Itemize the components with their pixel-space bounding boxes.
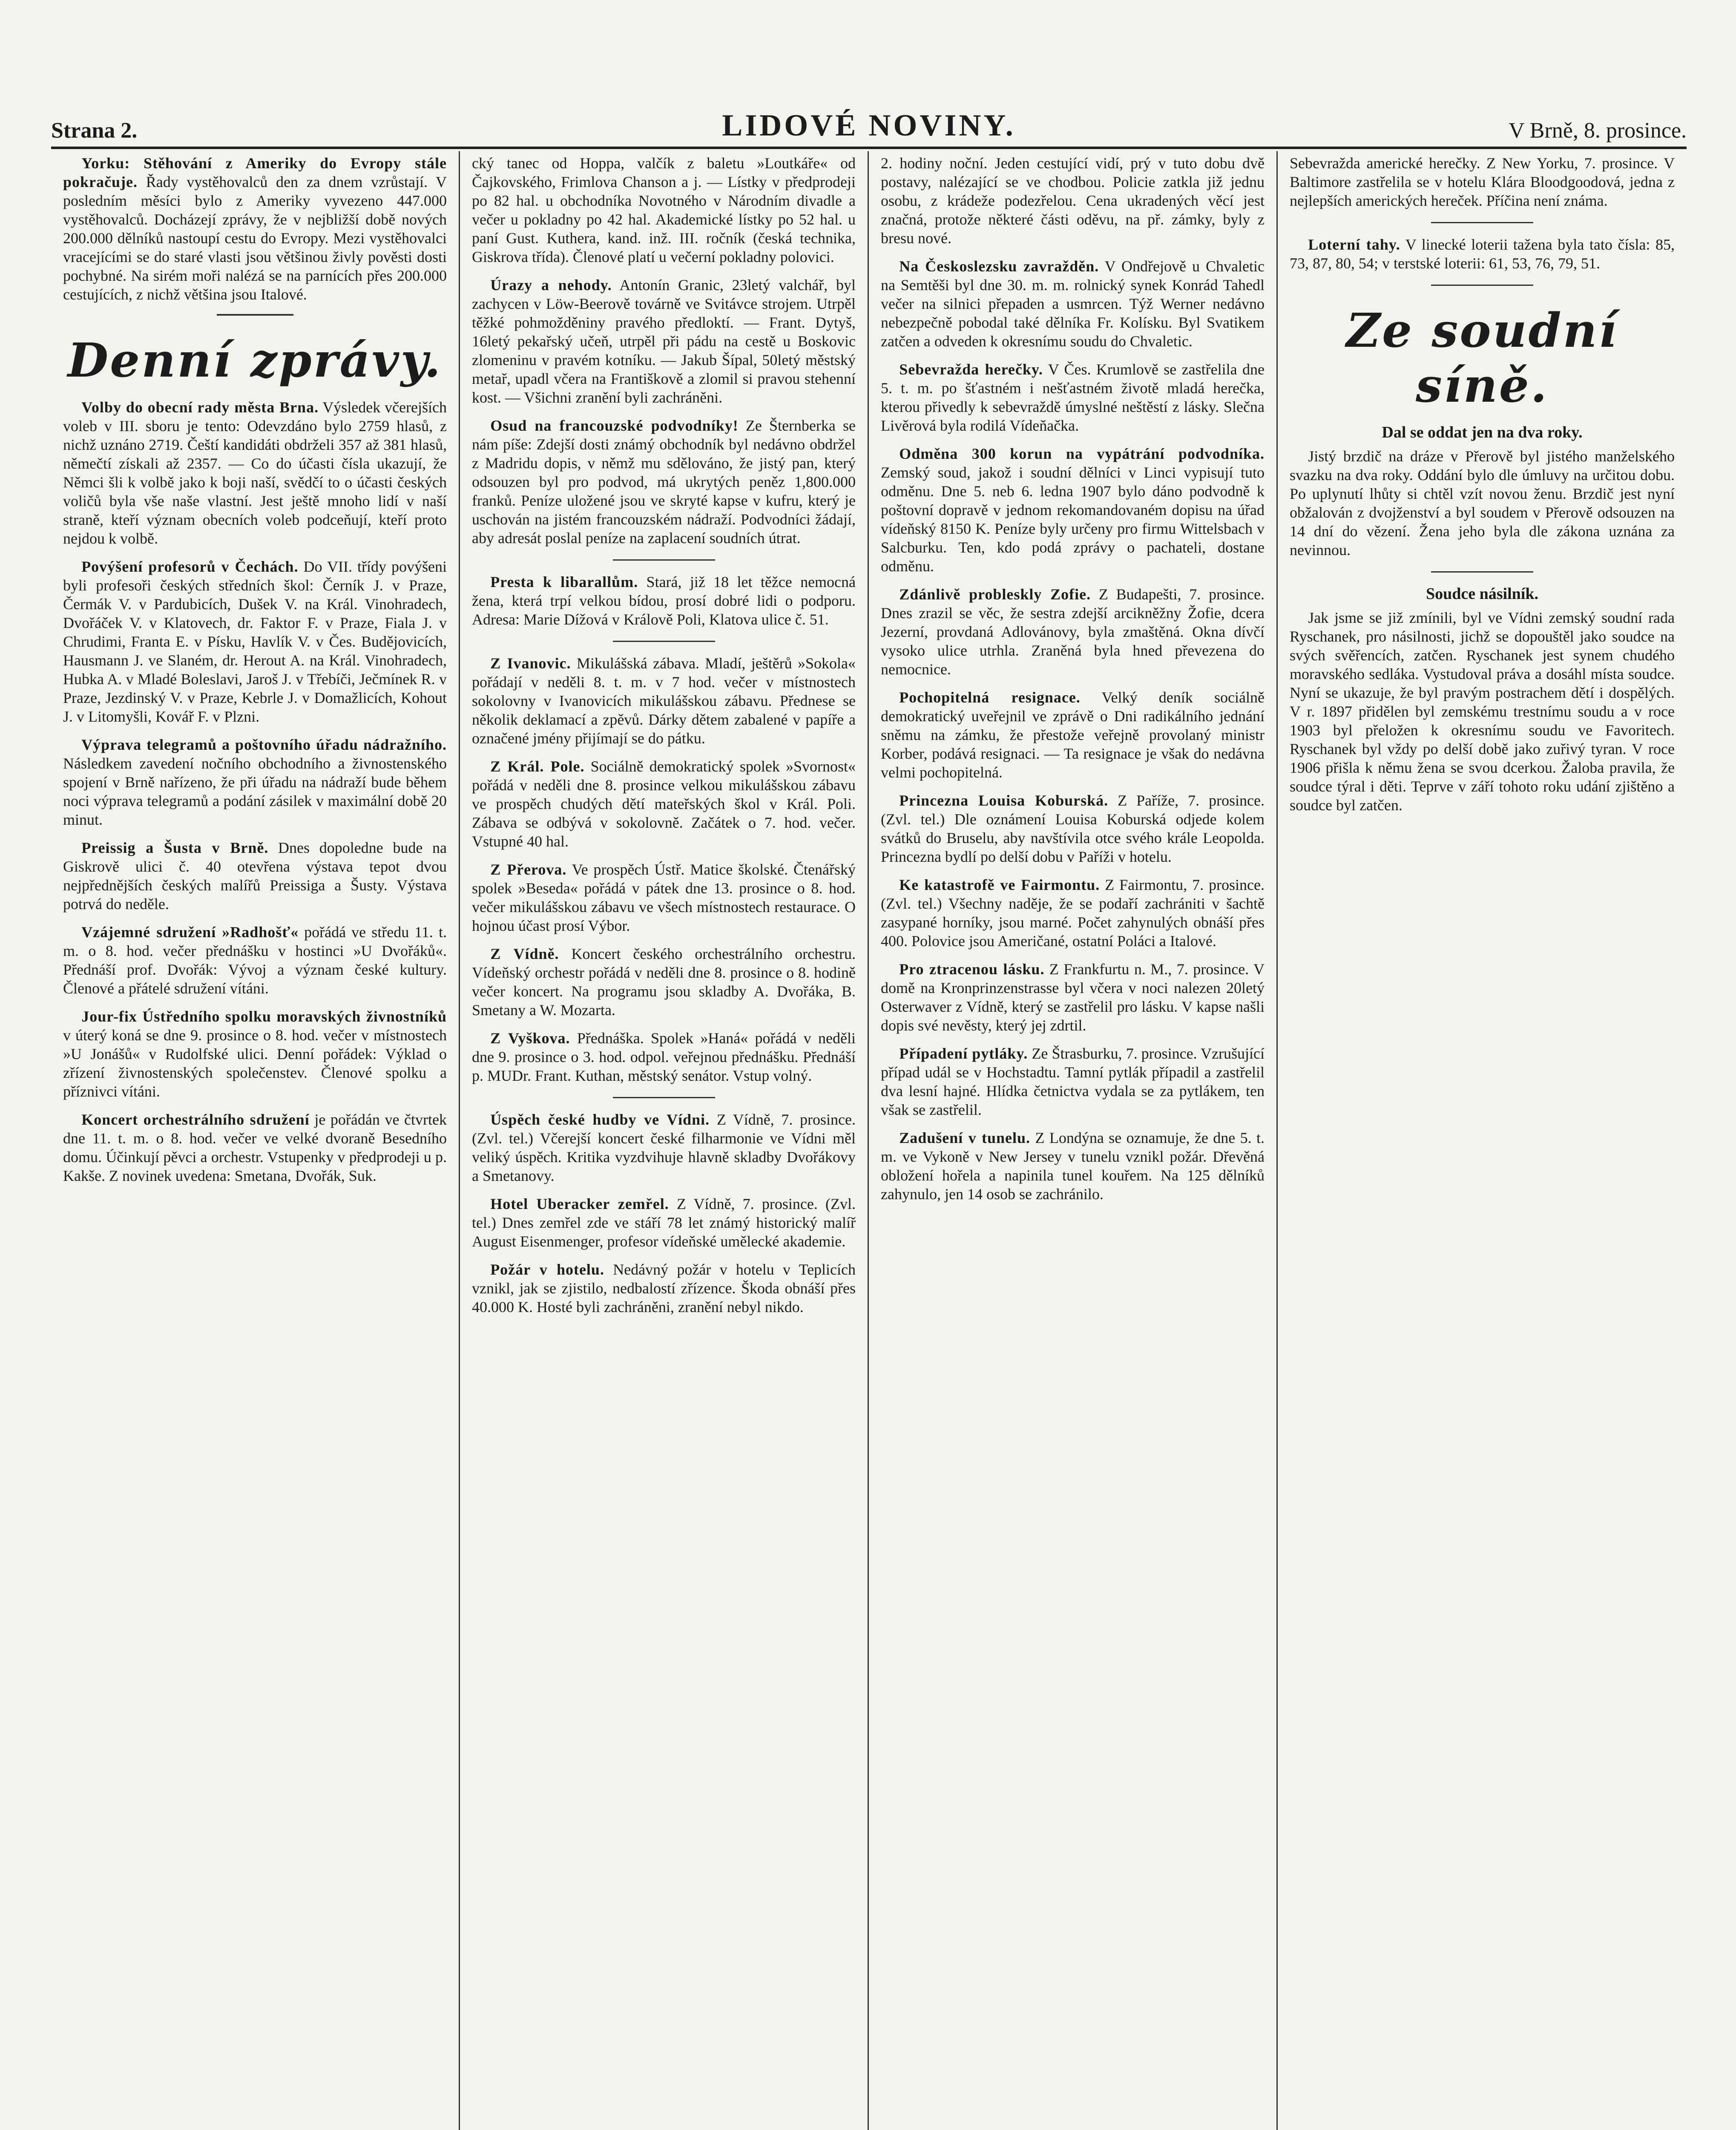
article-body: Řady vystěhovalců den za dnem vzrůstají. V posledním měsíci bylo z Ameriky vyvezeno 447.000 vystěhovalců. Docházejí zprávy, že v nejbližší době nových 200.000 dělníků nastoupí cestu do Evropy. Mezi vystěhovalci vracejícími se do staré vlasti jsou většinou živly pověsti dosti pochybné. Na sirém moři nalézá se na parnících přes 200.000 cestujících, z nichž většina jsou Italové. [63,173,447,303]
article-body: Mikulášská zábava. Mladí, ještěrů »Sokola« pořádají v neděli 8. t. m. v 7 hod. večer v místnostech sokolovny v Ivanovicích mikulášskou zábavu. Přednese se několik deklamací a zpěvů. Dárky dětem zabalené v papíře a označené jmény přijímají se do pátku. [472,655,856,747]
article-lead: Koncert orchestrálního sdružení [81,1111,310,1128]
article-lead: Preissig a Šusta v Brně. [81,839,269,856]
article-lead: Zadušení v tunelu. [899,1129,1031,1146]
article-headline: Soudce násilník. [1426,585,1538,603]
article-lead: Požár v hotelu. [490,1261,604,1278]
article [881,257,1265,351]
article [472,944,856,1019]
article-body: Ze Štrasburku, 7. prosince. Vzrušující případ udál se v Hochstadtu. Tamní pytlák případil a zastřelil dva lesní hajné. Hlídka četnictva vydala se za pytlákem, ten však se zastřelil. [881,1045,1265,1118]
divider [217,314,293,316]
article [63,1110,447,1185]
article-headline: Dal se oddat jen na dva roky. [1382,423,1583,441]
article-lead: Z Přerova. [490,861,567,878]
article [63,154,447,304]
article-body: Z Vídně, 7. prosince. (Zvl. tel.) Dnes zemřel zde ve stáří 78 let známý historický malíř August Eisenmenger, profesor vídeňské umělecké akademie. [472,1195,856,1250]
column-1 [51,151,460,2130]
article [472,154,856,266]
divider [1431,222,1533,223]
article [881,154,1265,248]
article-body: cký tanec od Hoppa, valčík z baletu »Loutkáře« od Čajkovského, Frimlova Chanson a j. — Lístky v předprodeji po 82 hal. u obchodníka Novotného v Národním divadle a večer u pokladny po 42 hal. Akademické lístky po 52 hal. u paní Gust. Kuthera, kand. inž. III. ročník (česká technika, Giskrova třída). Členové platí u večerní pokladny polovici. [472,155,856,265]
section-title: Ze soudní síně. [1346,303,1618,413]
article-lead: Volby do obecní rady města Brna. [81,399,319,416]
article-body: Nedávný požár v hotelu v Teplicích vznikl, jak se zjistilo, nedbalostí zřízence. Škoda obnáší přes 40.000 K. Hosté byli zachráněni, zranění nebyl nikdo. [472,1261,856,1315]
article [63,735,447,829]
article [472,654,856,748]
article-body: je pořádán ve čtvrtek dne 11. t. m. o 8. hod. večer ve velké dvoraně Besedního domu. Účinkují pěvci a orchestr. Vstupenky v předprodeji u p. Kakše. Z novinek uvedena: Smetana, Dvořák, Suk. [63,1111,447,1184]
article [881,960,1265,1035]
article-body: Z Frankfurtu n. M., 7. prosince. V domě na Kronprinzenstrasse byl včera v noci nalezen 20letý Osterwaver z Vídně, který se zastřelil pro lásku. V kapse našli dopis své nevěsty, který jej zdrtil. [881,961,1265,1034]
column-4 [1278,151,1687,2130]
article-body: 2. hodiny noční. Jeden cestující vidí, prý v tuto dobu dvě postavy, nalézající se ve chodbou. Policie zatkla již jednu osobu, z krádeže podezřelou. Cena ukradených věcí jest značná, protože některé části oděvu, na př. zámky, byly z bresu nové. [881,155,1265,247]
article-body: Z Londýna se oznamuje, že dne 5. t. m. ve Vykoně v New Jersey v tunelu vznikl požár. Dřevěná obložení hořela a napinila tunel kouřem. Na 125 dělníků zahynulo, jen 14 osob se zachránilo. [881,1129,1265,1203]
masthead-title: LIDOVÉ NOVINY. [722,108,1016,142]
article [472,1195,856,1251]
article-lead: Úrazy a nehody. [490,276,612,294]
article [63,557,447,726]
article [881,791,1265,866]
article [63,398,447,548]
article-lead: Případení pytláky. [899,1045,1028,1062]
article-lead: Zdánlivě probleskly Zofie. [899,586,1091,603]
divider [613,1097,715,1098]
article [472,416,856,547]
divider [1431,571,1533,573]
article-body: Sebevražda americké herečky. Z New Yorku, 7. prosince. V Baltimore zastřelila se v hotelu Klára Bloodgoodová, jedna z nejlepších amerických hereček. Příčina není známa. [1290,155,1675,209]
article-body: Výsledek včerejších voleb v III. sboru je tento: Odevzdáno bylo 2759 hlasů, z nichž uznáno 2719. Čeští kandidáti obdrželi 357 až 381 hlasů, němečtí získali až 2357. — Co do účasti čísla ukazují, že Němci šli k volbě jako k boji naší, svědčí to o účasti českých voličů byla vše naše vlastní. Jest ještě mnoho lidí v naší straně, kteří význam obecních voleb podceňují, kteří proto nejdou k volbě. [63,399,447,547]
issue-date: V Brně, 8. prosince. [1509,118,1687,143]
article-lead: Povýšení profesorů v Čechách. [81,558,299,575]
article-body: v úterý koná se dne 9. prosince o 8. hod. večer v místnostech »U Jonášů« v Rudolfské ulici. Denní pořádek: Výklad o zřízení živnostenských společenstev. Členové spolku a příznivci vítáni. [63,1027,447,1100]
article-body: Antonín Granic, 23letý valchář, byl zachycen v Löw-Beerově továrně ve Svitávce strojem. Utrpěl těžké pohmožděniny pravého předloktí. — Frant. Dytyš, 16letý pekařský učeň, utrpěl při pádu na cestě u Boskovic zlomeninu v pravém kotníku. — Jakub Šípal, 50letý městský metař, upadl včera na Františkově a zlomil si pravou stehenní kost. — Všichni zranění byli zachráněni. [472,276,856,406]
article [881,444,1265,576]
article-body: Zemský soud, jakož i soudní dělníci v Linci vypisují tuto odměnu. Dne 5. neb 6. ledna 1907 bylo dáno podvodně k poštovní dopravě v jednom rekomandovaném dopisu na úřad vídeňský 8150 K. Peníze byly určeny pro firmu Wittelsbach v Salcburku. Ten, kdo podá zprávy o pachateli, dostane odměnu. [881,464,1265,575]
article-body: Stará, již 18 let těžce nemocná žena, která trpí velkou bídou, prosí dobré lidi o podporu. Adresa: Marie Dížová v Králově Poli, Klatova ulice č. 51. [472,573,856,628]
article-lead: Jour-fix Ústředního spolku moravských živnostníků [81,1008,447,1025]
article-body: Velký deník sociálně demokratický uveřejnil ve zprávě o Dni radikálního jednání sněmu na zámku, že přestože veřejně provolaný ministr Korber, podává resignaci. — Ta resignace je však do nedávna velmi pochopitelná. [881,689,1265,781]
article [1290,154,1675,210]
article-body: Ze Šternberka se nám píše: Zdejší dosti známý obchodník byl nedávno obdržel z Madridu dopis, v němž mu sdělováno, že jistý pan, který odsouzen byl pro podvod, má ukrytých peněz 1,800.000 franků. Peníze uložené jsou ve skryté kapse v kufru, který je uschován na jistém francouzském nádraží. Podvodníci žádají, aby adresát poslal peníze na zaplacení soudních útrat. [472,417,856,547]
article-body: Ve prospěch Ústř. Matice školské. Čtenářský spolek »Beseda« pořádá v pátek dne 13. prosince o 8. hod. večer mikulášskou zábavu ve všech místnostech restaurace. O hojnou účast prosí Výbor. [472,861,856,934]
article-lead: Z Vyškova. [490,1030,570,1047]
article [472,860,856,935]
article [63,838,447,913]
article-body: Dnes dopoledne bude na Giskrově ulici č. 40 otevřena výstava tepot dvou nejpřednějších českých malířů Preissiga a Šusty. Výstava potrvá do neděle. [63,839,447,912]
article-lead: Vzájemné sdružení »Radhošť« [81,924,299,941]
article [1290,447,1675,559]
article [472,1260,856,1316]
article-body: Jistý brzdič na dráze v Přerově byl jistého manželského svazku na dva roky. Oddání bylo dle úmluvy na určitou dobu. Po uplynutí lhůty si chtěl vzít novou ženu. Brzdič jest nyní obžalován z dvojženství a byl soudem v Přerově odsouzen na 14 dní do vězení. Žena jeho byla dle zákona uznána za nevinnou. [1290,448,1675,558]
article-body: Do VII. třídy povýšeni byli profesoři českých středních škol: Černík J. v Praze, Čermák V. v Pardubicích, Dušek V. na Král. Vinohradech, Dvořáček V. v Klatovech, dr. Faktor F. v Praze, Fiala J. v Chrudimi, Franta E. v Písku, Havlík V. v Čes. Budějovicích, Hausmann J. ve Slaném, dr. Herout A. na Král. Vinohradech, Hubka A. v Mladé Boleslavi, Jaroš J. v Třebíči, Ječmínek R. v Praze, Jezdinský V. v Praze, Kebrle J. v Domažlicích, Kohout J. v Litomyšli, Kovář F. v Plzni. [63,558,447,725]
article-lead: Osud na francouzské podvodníky! [490,417,739,434]
article-lead: Na Českoslezsku zavražděn. [899,258,1099,275]
article-lead: Yorku: Stěhování z Ameriky do Evropy stále pokračuje. [63,155,447,190]
article-lead: Z Král. Pole. [490,758,585,775]
article-lead: Z Ivanovic. [490,655,571,672]
article-body: V Ondřejově u Chvaletic na Semtěši byl dne 30. m. m. rolnický synek Konrád Tahedl večer na silnici přepaden a usmrcen. Týž Werner nedávno nebezpečně pobodal také dělníka Fr. Kolísku. Byl Svatikem zatčen a odveden k okresnímu soudu do Chvaletic. [881,258,1265,350]
article-lead: Ke katastrofě ve Fairmontu. [899,876,1100,893]
page-number: Strana 2. [51,118,138,143]
divider [1431,285,1533,286]
article [881,875,1265,950]
article-lead: Sebevražda herečky. [899,361,1043,378]
article [881,360,1265,435]
column-2 [460,151,869,2130]
article-body: Přednáška. Spolek »Haná« pořádá v neděli dne 9. prosince o 3. hod. odpol. veřejnou přednášku. Přednáší p. MUDr. Frant. Kuthan, městský senátor. Vstup volný. [472,1030,856,1084]
article-lead: Hotel Uberacker zemřel. [490,1195,669,1212]
article-body: V Čes. Krumlově se zastřelila dne 5. t. m. po šťastném i nešťastném životě mladá herečka, kterou přivedly k sebevraždě úmyslné neštěstí z lásky. Slečna Livěrová byla rodilá Vídeňačka. [881,361,1265,434]
column-3 [869,151,1278,2130]
article-body: Z Fairmontu, 7. prosince. (Zvl. tel.) Všechny naděje, že se podaří zachrániti v šachtě zasypané horníky, jsou marné. Počet zahynulých obnáší přes 400. Polovice jsou Američané, ostatní Poláci a Italové. [881,876,1265,950]
article [881,1044,1265,1119]
divider [613,559,715,561]
article [1290,235,1675,273]
article-lead: Princezna Louisa Koburská. [899,792,1109,809]
article-lead: Výprava telegramů a poštovního úřadu nádražního. [81,736,447,753]
article [472,573,856,629]
section-title: Denní zprávy. [67,333,443,388]
article-body: Následkem zavedení nočního obchodního a živnostenského spojení v Brně nařízeno, že při úřadu na nádraží bude během noci výprava telegramů a podání zásilek v maximální době 20 minut. [63,755,447,828]
article [1290,608,1675,815]
article [63,1007,447,1101]
article-body: Koncert českého orchestrálního orchestru. Vídeňský orchestr pořádá v neděli dne 8. prosince o 8. hodině večer koncert. Na programu jsou skladby A. Dvořáka, B. Smetany a W. Mozarta. [472,945,856,1019]
article [881,1128,1265,1203]
article [472,276,856,407]
article [881,688,1265,782]
article-lead: Odměna 300 korun na vypátrání podvodníka. [899,445,1265,462]
article-body: Z Budapešti, 7. prosince. Dnes zrazil se věc, že sestra zdejší arcikněžny Žofie, dcera Jezerní, provdaná Adlovánovy, byla zmaštěná. Okna dívčí vysoko ulice utrhla. Zraněná byla hned převezena do nemocnice. [881,586,1265,678]
page-header [51,109,1687,149]
article [472,1110,856,1185]
article-body: Jak jsme se již zmínili, byl ve Vídni zemský soudní rada Ryschanek, pro násilnosti, jichž se dopouštěl jako soudce na svých svěřencích, zatčen. Ryschanek jest synem chudého moravského sedláka. Vystudoval práva a dosáhl místa soudce. Nyní se ukazuje, že byl pravým postrachem dětí i dospělých. V r. 1897 přidělen byl zemskému trestnímu soudu a v roce 1903 byl přeložen k okresnímu soudu ve Favoritech. Ryschanek byl vždy po delší době jako zuřivý tyran. V roce 1906 přišla k němu žena se svou dcerkou. Žaloba pravila, že soudce týral i děti. Teprve v září tohoto roku udání zjištěno a soudce byl zatčen. [1290,609,1675,814]
article-lead: Pro ztracenou lásku. [899,961,1045,978]
article-body: Z Vídně, 7. prosince. (Zvl. tel.) Včerejší koncert české filharmonie ve Vídni měl veliký úspěch. Kritika vyzdvihuje hlavně skladby Dvořákovy a Smetanovy. [472,1111,856,1184]
article-lead: Presta k libarallům. [490,573,638,590]
article-body: Sociálně demokratický spolek »Svornost« pořádá v neděli dne 8. prosince velkou mikulášskou zábavu ve prospěch chudých dětí mateřských škol v Král. Poli. Zábava se odbývá v sokolovně. Začátek o 7. hod. večer. Vstupné 40 hal. [472,758,856,850]
article-lead: Z Vídně. [490,945,559,962]
columns [51,151,1687,2130]
article-body: Z Paříže, 7. prosince. (Zvl. tel.) Dle oznámení Louisa Koburská odjede kolem svátků do Bruselu, aby navštívila otce svého krále Leopolda. Princezna bydlí po delší dobu v Paříži v hotelu. [881,792,1265,865]
divider [613,641,715,642]
article-lead: Loterní tahy. [1308,236,1400,253]
article-body: V linecké loterii tažena byla tato čísla: 85, 73, 87, 80, 54; v terstské loterii: 61, 53, 76, 79, 51. [1290,236,1675,272]
article [472,1029,856,1085]
article-lead: Pochopitelná resignace. [899,689,1081,706]
article [472,757,856,851]
article [881,585,1265,679]
article-lead: Úspěch české hudby ve Vídni. [490,1111,710,1128]
article [63,923,447,998]
article-body: pořádá ve středu 11. t. m. o 8. hod. večer přednášku v hostinci »U Dvořáků«. Přednáší prof. Dvořák: Vývoj a význam české kultury. Členové a přátelé sdružení vítáni. [63,924,447,997]
